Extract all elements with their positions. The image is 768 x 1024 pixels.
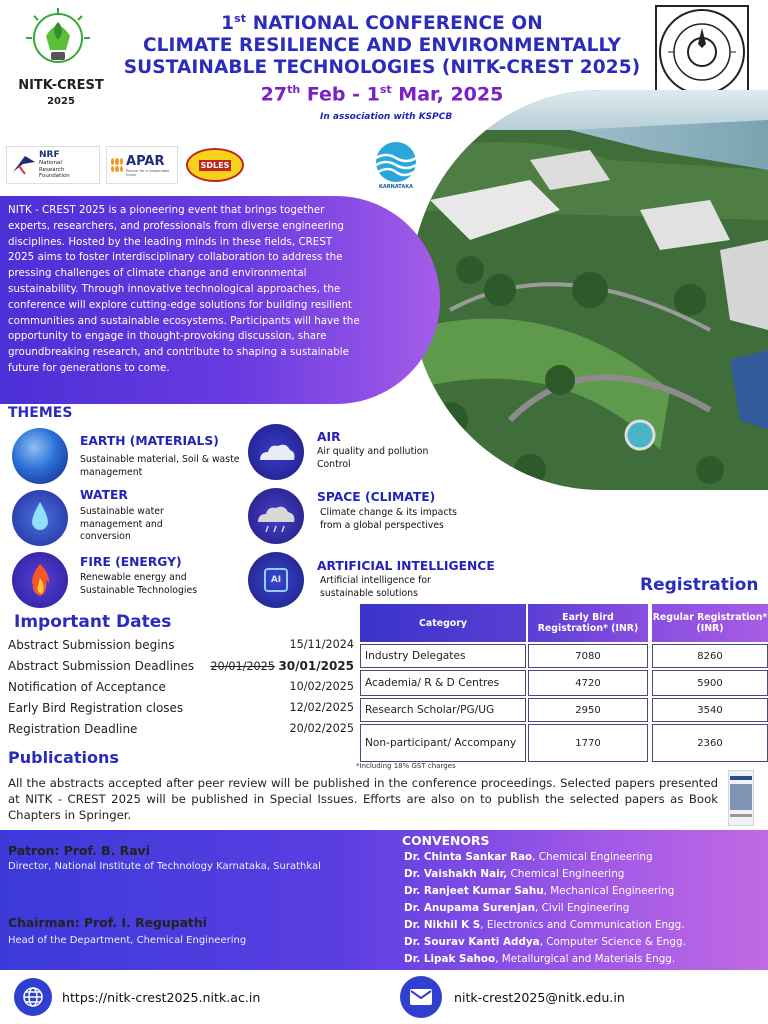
- storm-cloud-icon: [248, 488, 304, 544]
- cloud-icon: [248, 424, 304, 480]
- convenor-item: Dr. Ranjeet Kumar Sahu, Mechanical Engineering: [404, 885, 675, 897]
- water-drop-icon: [12, 490, 68, 546]
- theme-desc-water: Sustainable water management and conversion: [80, 506, 164, 542]
- logo-year: 2025: [47, 96, 75, 107]
- theme-name-water: WATER: [80, 488, 128, 502]
- chairman-title: Chairman: Prof. I. Regupathi: [8, 915, 207, 930]
- nitk-crest-logo: [6, 6, 116, 116]
- chairman-desc: Head of the Department, Chemical Engineering: [8, 935, 247, 946]
- title-line-2: CLIMATE RESILIENCE AND ENVIRONMENTALLY: [142, 35, 622, 57]
- theme-desc-ai: Artificial intelligence for sustainable solutions: [320, 575, 431, 599]
- ai-chip-label: AI: [264, 568, 288, 592]
- theme-desc-air: Air quality and pollution Control: [317, 446, 429, 470]
- date-value: 20/02/2025: [289, 722, 354, 735]
- important-dates-title: Important Dates: [14, 612, 172, 632]
- gst-note: *Including 18% GST charges: [356, 762, 456, 770]
- nitk-seal-logo: [654, 4, 750, 100]
- publications-title: Publications: [8, 748, 119, 767]
- date-row: [8, 659, 354, 673]
- date-value: 30/01/2025: [278, 659, 354, 673]
- journal-cover-image: [728, 770, 754, 826]
- registration-title: Registration: [640, 575, 759, 595]
- theme-name-ai: ARTIFICIAL INTELLIGENCE: [317, 559, 495, 573]
- email-link[interactable]: nitk-crest2025@nitk.edu.in: [454, 990, 625, 1005]
- nrf-name: National Research Foundation: [39, 160, 70, 180]
- theme-name-fire: FIRE (ENERGY): [80, 555, 182, 569]
- convenor-item: Dr. Nikhil K S, Electronics and Communication Engg.: [404, 919, 685, 931]
- apar-dots-icon: [111, 158, 123, 172]
- convenor-item: Dr. Lipak Sahoo, Metallurgical and Materials Engg.: [404, 953, 676, 965]
- reg-category-cell: Research Scholar/PG/UG: [360, 698, 526, 722]
- theme-desc-space: Climate change & its impacts from a global perspectives: [320, 507, 457, 531]
- publications-text: All the abstracts accepted after peer review will be published in the conference proceedings. Selected papers presented at NITK - CREST 2025 will be published in Special Issues. Efforts are also on to publish the selected papers as Book Chapters in Springer.: [8, 776, 718, 822]
- date-value-old: 20/01/2025: [210, 660, 275, 673]
- nrf-abbr: NRF: [39, 150, 60, 161]
- apar-tagline: Partner for a sustainable future: [126, 168, 170, 177]
- theme-name-space: SPACE (CLIMATE): [317, 490, 436, 504]
- date-row: [8, 701, 354, 715]
- globe-icon: [14, 978, 52, 1016]
- theme-name-earth: EARTH (MATERIALS): [80, 434, 219, 448]
- convenor-item: Dr. Vaishakh Nair, Chemical Engineering: [404, 868, 625, 880]
- reg-regular-cell: 3540: [652, 698, 768, 722]
- convenor-item: Dr. Anupama Surenjan, Civil Engineering: [404, 902, 630, 914]
- logo-text: NITK-CREST: [18, 78, 104, 93]
- theme-name-air: AIR: [317, 430, 341, 444]
- nrf-sponsor-logo: [6, 146, 100, 184]
- date-label: Abstract Submission begins: [8, 638, 175, 652]
- association-text: In association with KSPCB: [320, 112, 453, 122]
- reg-header-regular: Regular Registration* (INR): [652, 604, 768, 642]
- date-row: [8, 638, 354, 652]
- reg-early-cell: 7080: [528, 644, 648, 668]
- reg-category-cell: Industry Delegates: [360, 644, 526, 668]
- kspcb-text: KARNATAKA: [379, 184, 413, 190]
- reg-early-cell: 1770: [528, 724, 648, 762]
- email-icon: [400, 976, 442, 1018]
- reg-early-cell: 4720: [528, 670, 648, 696]
- reg-header-category: Category: [360, 604, 526, 642]
- date-label: Notification of Acceptance: [8, 680, 166, 694]
- patron-desc: Director, National Institute of Technology Karnataka, Surathkal: [8, 861, 321, 872]
- convenor-item: Dr. Chinta Sankar Rao, Chemical Engineering: [404, 851, 653, 863]
- reg-regular-cell: 8260: [652, 644, 768, 668]
- title-line-1: 1st NATIONAL CONFERENCE ON: [221, 12, 543, 35]
- date-value: 10/02/2025: [289, 680, 354, 693]
- date-label: Registration Deadline: [8, 722, 138, 736]
- reg-category-cell: Academia/ R & D Centres: [360, 670, 526, 696]
- patron-title: Patron: Prof. B. Ravi: [8, 843, 150, 858]
- conference-dates: 27th Feb - 1st Mar, 2025: [260, 83, 504, 106]
- ai-chip-icon: [248, 552, 304, 608]
- theme-desc-earth: Sustainable material, Soil & waste management: [80, 454, 240, 478]
- intro-paragraph: NITK - CREST 2025 is a pioneering event that brings together experts, researchers, and professionals from diverse engineering disciplines. Hosted by the leading minds in these fields, CREST 2025 aims to foster interdisciplinary collaboration to address the pressing challenges of climate change and environmental sustainability. Through innovative technological approaches, the conference will explore cutting-edge solutions for building resilient communities and sustainable ecosystems. Participants will have the opportunity to engage in thought-provoking discussion, share groundbreaking research, and contribute to shaping a sustainable future for generations to come.: [8, 204, 360, 374]
- flame-icon: [12, 552, 68, 608]
- apar-text: APAR: [126, 153, 165, 169]
- kspcb-logo: [360, 140, 432, 196]
- sdles-text: SDLES: [200, 160, 230, 170]
- reg-header-early: Early Bird Registration* (INR): [528, 604, 648, 642]
- earth-icon: [12, 428, 68, 484]
- themes-title: THEMES: [8, 405, 73, 421]
- date-row: [8, 680, 354, 694]
- theme-desc-fire: Renewable energy and Sustainable Technologies: [80, 572, 198, 596]
- date-value: 15/11/2024: [289, 638, 354, 651]
- nrf-bird-icon: [11, 152, 37, 178]
- convenors-title: CONVENORS: [402, 833, 490, 848]
- convenor-item: Dr. Sourav Kanti Addya, Computer Science & Engg.: [404, 936, 686, 948]
- conference-title-block: [112, 8, 652, 105]
- date-value: 12/02/2025: [289, 701, 354, 714]
- title-line-3: SUSTAINABLE TECHNOLOGIES (NITK-CREST 2025): [123, 57, 641, 79]
- reg-category-cell: Non-participant/ Accompany: [360, 724, 526, 762]
- reg-early-cell: 2950: [528, 698, 648, 722]
- date-label: Early Bird Registration closes: [8, 701, 184, 715]
- website-link[interactable]: https://nitk-crest2025.nitk.ac.in: [62, 990, 261, 1005]
- apar-sponsor-logo: [106, 146, 178, 184]
- campus-aerial-photo: [410, 90, 768, 490]
- sdles-sponsor-logo: [186, 146, 246, 184]
- date-row: [8, 722, 354, 736]
- kspcb-wave-icon: [366, 140, 426, 184]
- date-label: Abstract Submission Deadlines: [8, 659, 195, 673]
- reg-regular-cell: 2360: [652, 724, 768, 762]
- reg-regular-cell: 5900: [652, 670, 768, 696]
